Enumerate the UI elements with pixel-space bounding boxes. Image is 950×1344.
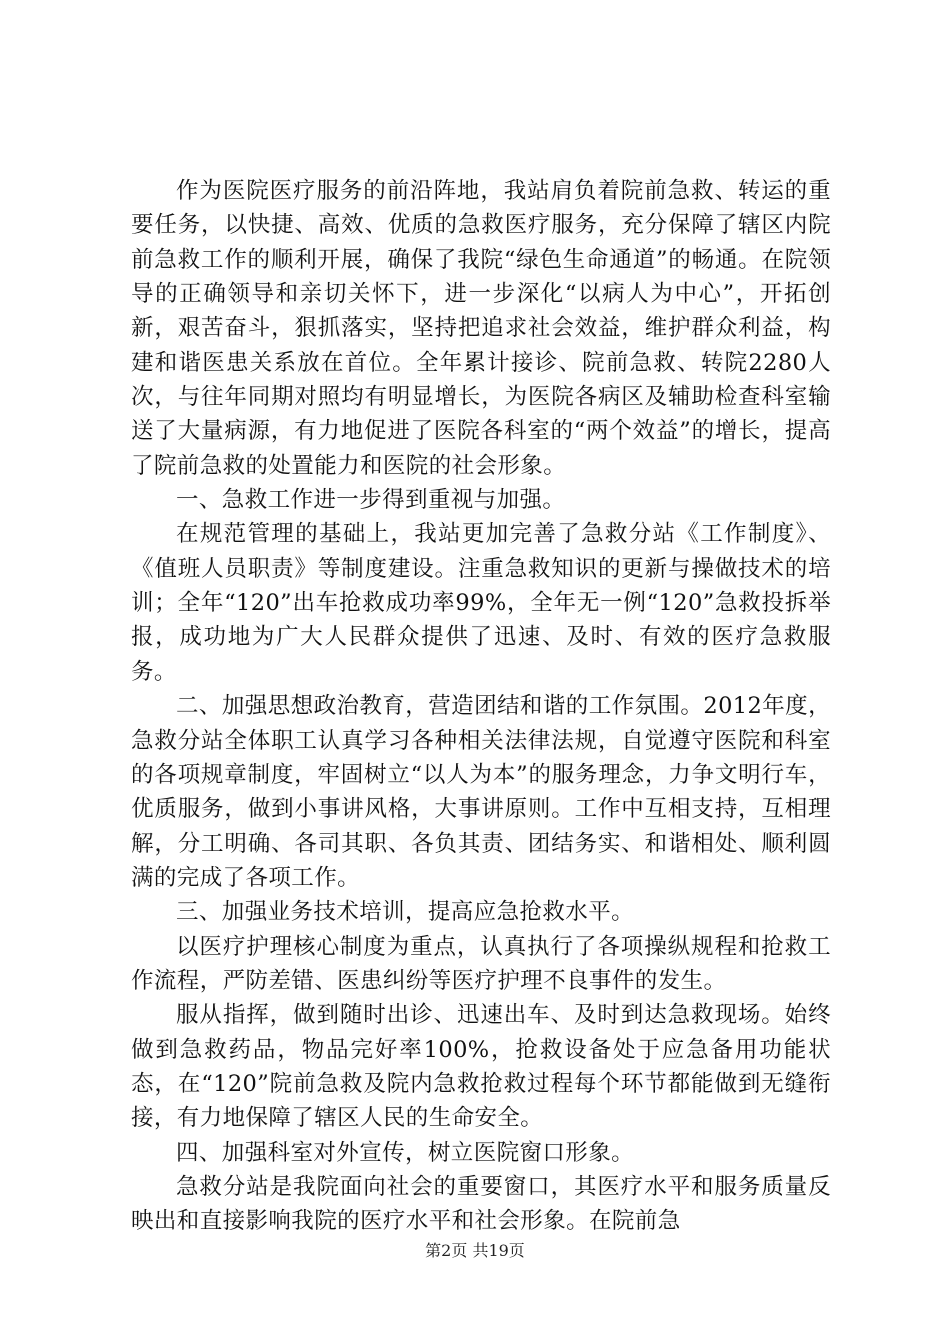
- paragraph-section-1: 在规范管理的基础上，我站更加完善了急救分站《工作制度》、《值班人员职责》等制度建设。注重急救知识的更新与操做技术的培训；全年“120”出车抢救成功率99%，全年无一例“120”急救投拆举报，成功地为广大人民群众提供了迅速、及时、有效的医疗急救服务。: [131, 521, 831, 685]
- page-number-footer: 第2页 共19页: [425, 1241, 525, 1260]
- section-heading-4: 四、加强科室对外宣传，树立医院窗口形象。: [176, 1139, 635, 1166]
- paragraph-section-3b: 服从指挥，做到随时出诊、迅速出车、及时到达急救现场。始终做到急救药品，物品完好率100%，抢救设备处于应急备用功能状态，在“120”院前急救及院内急救抢救过程每个环节都能做到无缝衔接，有力地保障了辖区人民的生命安全。: [131, 1002, 831, 1132]
- paragraph-intro: 作为医院医疗服务的前沿阵地，我站肩负着院前急救、转运的重要任务，以快捷、高效、优质的急救医疗服务，充分保障了辖区内院前急救工作的顺利开展，确保了我院“绿色生命通道”的畅通。在院领导的正确领导和亲切关怀下，进一步深化“以病人为中心”，开拓创新，艰苦奋斗，狠抓落实，坚持把追求社会效益，维护群众利益，构建和谐医患关系放在首位。全年累计接诊、院前急救、转院2280人次，与往年同期对照均有明显增长，为医院各病区及辅助检查科室输送了大量病源，有力地促进了医院各科室的“两个效益”的增长，提高了院前急救的处置能力和医院的社会形象。: [131, 178, 831, 479]
- document-body: [131, 174, 831, 1239]
- section-heading-3: 三、加强业务技术培训，提高应急抢救水平。: [176, 899, 635, 926]
- paragraph-section-2: 二、加强思想政治教育，营造团结和谐的工作氛围。2012年度，急救分站全体职工认真学习各种相关法律法规，自觉遵守医院和科室的各项规章制度，牢固树立“以人为本”的服务理念，力争文明行车，优质服务，做到小事讲风格，大事讲原则。工作中互相支持，互相理解，分工明确、各司其职、各负其责、团结务实、和谐相处、顺利圆满的完成了各项工作。: [131, 693, 831, 891]
- section-heading-1: 一、急救工作进一步得到重视与加强。: [176, 487, 566, 514]
- paragraph-section-4: 急救分站是我院面向社会的重要窗口，其医疗水平和服务质量反映出和直接影响我院的医疗水平和社会形象。在院前急: [131, 1173, 831, 1235]
- paragraph-section-3a: 以医疗护理核心制度为重点，认真执行了各项操纵规程和抢救工作流程，严防差错、医患纠纷等医疗护理不良事件的发生。: [131, 933, 831, 994]
